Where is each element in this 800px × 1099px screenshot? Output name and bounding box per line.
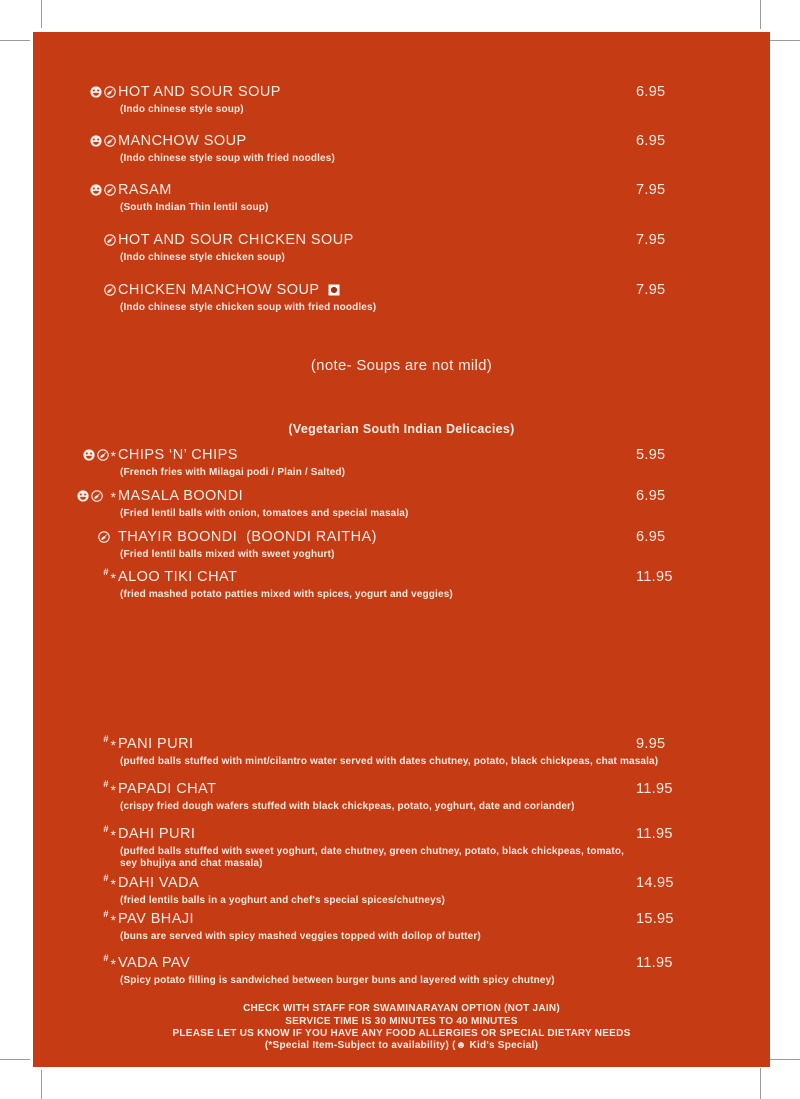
non-veg-icon (328, 284, 340, 296)
item-description: (French fries with Milagai podi / Plain / Salted) (120, 467, 346, 478)
item-description: (fried lentils balls in a yoghurt and chef's special spices/chutneys) (120, 895, 446, 906)
item-name: ALOO TIKI CHAT (118, 569, 238, 585)
item-description: (buns are served with spicy mashed veggies topped with dollop of butter) (120, 931, 481, 942)
item-price: 6.95 (636, 488, 666, 504)
item-price: 15.95 (636, 911, 674, 927)
spicy-icon (104, 184, 116, 196)
spicy-icon (97, 449, 109, 461)
hash-mark: # (103, 567, 109, 578)
crop-mark-bottom-left-h (0, 1059, 30, 1060)
spicy-icon (91, 490, 103, 502)
kids-special-icon (77, 490, 89, 502)
menu-item-dahi-puri (103, 824, 760, 869)
item-description: (Fried lentil balls with onion, tomatoes and special masala) (120, 508, 409, 519)
menu-sheet (33, 32, 770, 1067)
spicy-icon (104, 284, 116, 296)
special-item-star: * (110, 447, 116, 464)
item-price: 11.95 (636, 826, 673, 842)
item-name: RASAM (118, 182, 172, 198)
item-description: (Spicy potato filling is sandwiched between burger buns and layered with spicy chutney) (120, 975, 555, 986)
crop-mark-bottom-right-v (760, 1068, 761, 1099)
special-item-star: * (110, 488, 116, 505)
item-name: CHIPS ‘N’ CHIPS (118, 447, 238, 463)
item-description: (Fried lentil balls mixed with sweet yoghurt) (120, 549, 335, 560)
item-price: 6.95 (636, 84, 666, 100)
menu-item-thayir-boondi (118, 529, 760, 560)
menu-item-hot-and-sour-chicken-soup (118, 232, 760, 263)
item-name: THAYIR BOONDI (BOONDI RAITHA) (118, 529, 377, 545)
spicy-icon (104, 135, 116, 147)
item-description: (puffed balls stuffed with mint/cilantro water served with dates chutney, potato, black chickpeas, chat masala) (120, 756, 659, 767)
item-name: HOT AND SOUR SOUP (118, 84, 281, 100)
item-name: VADA PAV (118, 955, 191, 971)
item-price: 14.95 (636, 875, 674, 891)
menu-item-masala-boondi (110, 488, 760, 519)
menu-item-papadi-chat (103, 779, 760, 812)
item-name: CHICKEN MANCHOW SOUP (118, 282, 320, 298)
footer-line-legend: (*Special Item-Subject to availability) (☻ Kid's Special) (264, 1040, 539, 1051)
item-price: 11.95 (636, 955, 673, 971)
kids-special-icon (83, 449, 95, 461)
hash-mark: # (103, 909, 109, 920)
item-name: DAHI PURI (118, 826, 196, 842)
item-price: 11.95 (636, 569, 673, 585)
spicy-icon (104, 86, 116, 98)
crop-mark-bottom-left-v (41, 1070, 42, 1099)
item-price: 7.95 (636, 182, 666, 198)
spicy-icon (98, 531, 110, 543)
hash-mark: # (103, 953, 109, 964)
item-price: 7.95 (636, 232, 666, 248)
special-item-star: * (110, 569, 116, 586)
spicy-icon (104, 234, 116, 246)
special-item-star: * (110, 781, 116, 798)
menu-item-chips-n-chips (110, 447, 760, 478)
item-description: (Indo chinese style chicken soup) (120, 252, 285, 263)
hash-mark: # (103, 873, 109, 884)
footer-line-allergies: PLEASE LET US KNOW IF YOU HAVE ANY FOOD ALLERGIES OR SPECIAL DIETARY NEEDS (172, 1028, 631, 1039)
menu-item-chicken-manchow-soup (118, 282, 760, 313)
item-price: 6.95 (636, 529, 666, 545)
item-description: (South Indian Thin lentil soup) (120, 202, 269, 213)
item-price: 7.95 (636, 282, 666, 298)
footer-line-service-time: SERVICE TIME IS 30 MINUTES TO 40 MINUTES (285, 1016, 518, 1027)
item-description: (Indo chinese style soup) (120, 104, 244, 115)
crop-mark-bottom-right-h (768, 1059, 800, 1060)
item-name: PANI PURI (118, 736, 194, 752)
menu-item-hot-and-sour-soup (118, 84, 760, 115)
hash-mark: # (103, 824, 109, 835)
special-item-star: * (110, 736, 116, 753)
footer-line-swaminarayan: CHECK WITH STAFF FOR SWAMINARAYAN OPTION (NOT JAIN) (243, 1003, 560, 1014)
item-name: HOT AND SOUR CHICKEN SOUP (118, 232, 354, 248)
crop-mark-top-left-v (41, 0, 42, 28)
item-description-line2: sey bhujiya and chat masala) (120, 858, 263, 869)
item-name: MANCHOW SOUP (118, 133, 247, 149)
soups-note: (note- Soups are not mild) (310, 357, 493, 374)
special-item-star: * (110, 826, 116, 843)
special-item-star: * (110, 911, 116, 928)
menu-item-manchow-soup (118, 133, 760, 164)
crop-mark-top-left-h (0, 40, 30, 41)
item-price: 6.95 (636, 133, 666, 149)
item-description: (Indo chinese style chicken soup with fried noodles) (120, 302, 377, 313)
menu-item-aloo-tiki-chat (103, 567, 760, 600)
hash-mark: # (103, 734, 109, 745)
kids-special-icon (90, 135, 102, 147)
kids-special-icon (90, 184, 102, 196)
item-description: (fried mashed potato patties mixed with spices, yogurt and veggies) (120, 589, 453, 600)
kids-special-icon (90, 86, 102, 98)
item-price: 9.95 (636, 736, 666, 752)
special-item-star: * (110, 955, 116, 972)
item-description: (puffed balls stuffed with sweet yoghurt, date chutney, green chutney, potato, black chickpeas, tomato, (120, 846, 625, 857)
hash-mark: # (103, 779, 109, 790)
item-description: (Indo chinese style soup with fried noodles) (120, 153, 335, 164)
menu-item-rasam (118, 182, 760, 213)
section-header-veg-delicacies: (Vegetarian South Indian Delicacies) (288, 422, 515, 436)
item-price: 11.95 (636, 781, 673, 797)
menu-item-pav-bhaji (103, 909, 760, 942)
item-name: DAHI VADA (118, 875, 200, 891)
special-item-star: * (110, 875, 116, 892)
crop-mark-top-right-h (770, 40, 800, 41)
menu-item-dahi-vada (103, 873, 760, 906)
menu-item-pani-puri (103, 734, 760, 767)
crop-mark-top-right-v (760, 0, 761, 29)
item-name: PAPADI CHAT (118, 781, 217, 797)
item-price: 5.95 (636, 447, 666, 463)
item-description: (crispy fried dough wafers stuffed with black chickpeas, potato, yoghurt, date and coriander) (120, 801, 575, 812)
item-name: MASALA BOONDI (118, 488, 244, 504)
menu-item-vada-pav (103, 953, 760, 986)
item-name: PAV BHAJI (118, 911, 195, 927)
